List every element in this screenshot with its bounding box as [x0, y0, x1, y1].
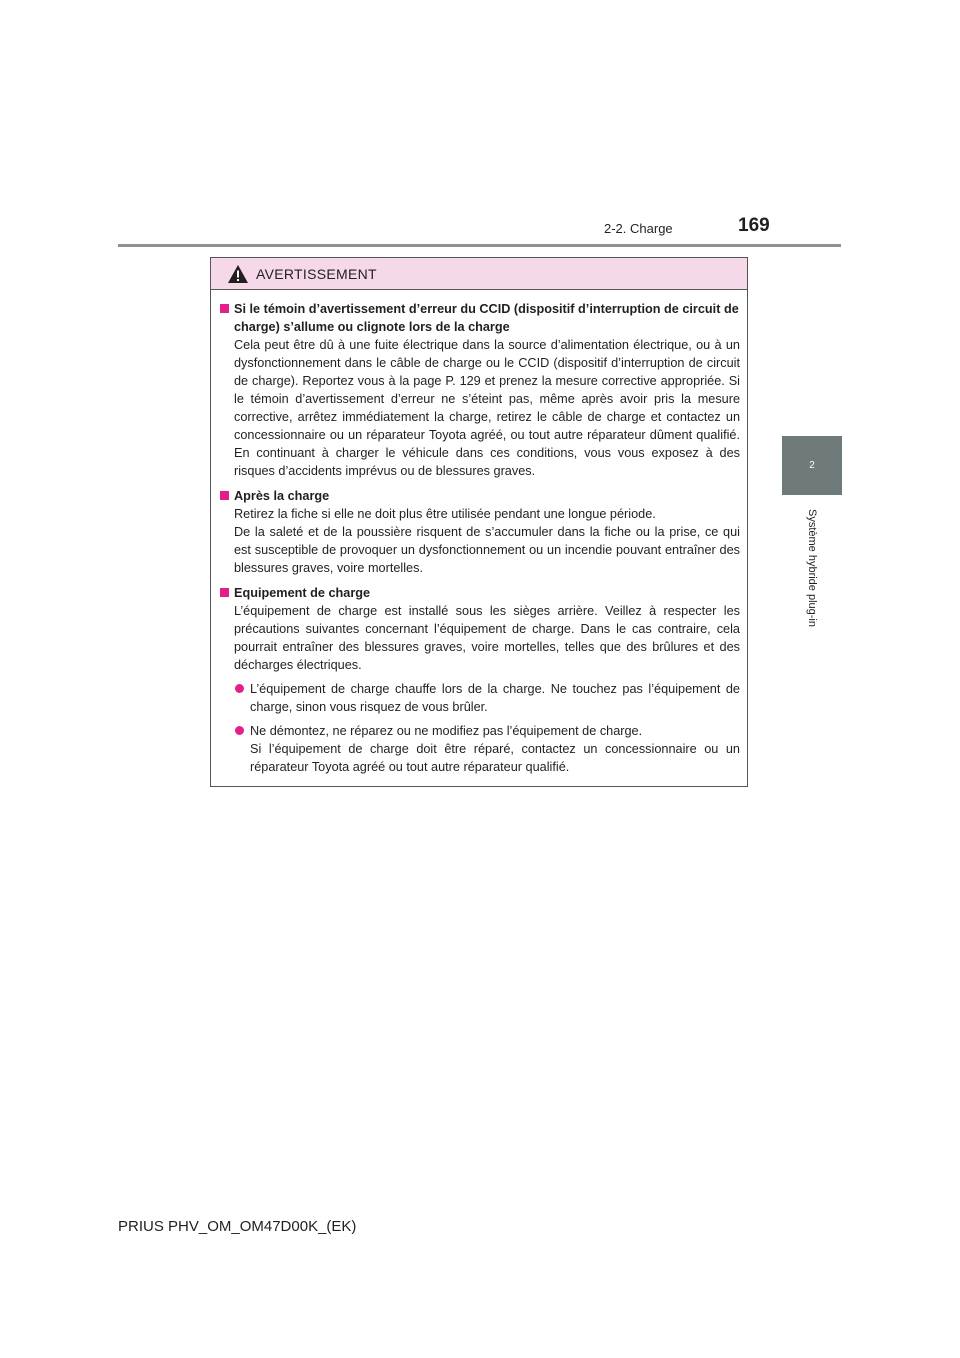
warning-body — [211, 290, 747, 776]
round-bullet-icon — [235, 684, 244, 693]
warning-box — [210, 257, 748, 787]
chapter-tab — [782, 436, 842, 495]
paragraph: Retirez la fiche si elle ne doit plus être utilisée pendant une longue période. — [234, 507, 656, 521]
round-bullet-icon — [235, 726, 244, 735]
page-number: 169 — [738, 215, 770, 236]
paragraph: L’équipement de charge chauffe lors de la charge. Ne touchez pas l’équipement de charge, sinon vous risquez de vous brûler. — [250, 682, 740, 714]
chapter-label — [800, 508, 824, 628]
warning-section-ccid — [219, 300, 740, 480]
list-item-text — [250, 680, 740, 716]
section-heading — [219, 584, 740, 602]
list-item-text — [250, 722, 740, 776]
paragraph: Si l’équipement de charge doit être réparé, contactez un concessionnaire ou un réparateur Toyota agréé ou tout autre réparateur qualifié. — [250, 742, 740, 774]
square-bullet-icon — [220, 491, 229, 500]
document-id: PRIUS PHV_OM_OM47D00K_(EK) — [118, 1218, 357, 1235]
section-text — [219, 602, 740, 674]
paragraph: Ne démontez, ne réparez ou ne modifiez pas l’équipement de charge. — [250, 724, 643, 738]
section-title: 2-2. Charge — [604, 221, 673, 236]
warning-section-equipment — [219, 584, 740, 776]
square-bullet-icon — [220, 304, 229, 313]
list-item — [219, 680, 740, 716]
list-item — [219, 722, 740, 776]
paragraph: De la saleté et de la poussière risquent de s’accumuler dans la fiche ou la prise, ce qui est susceptible de provoquer un dysfonctionnement ou un incendie pouvant entraîner des blessures graves, voire mortelles. — [234, 525, 740, 575]
chapter-label-text: Système hybride plug-in — [806, 508, 818, 628]
warning-triangle-icon — [227, 264, 249, 284]
section-text — [219, 336, 740, 480]
section-heading — [219, 300, 740, 336]
warning-title: AVERTISSEMENT — [256, 265, 377, 282]
section-heading-text: Equipement de charge — [234, 586, 371, 600]
warning-section-after-charge — [219, 487, 740, 577]
header-divider — [118, 244, 841, 247]
square-bullet-icon — [220, 588, 229, 597]
chapter-number: 2 — [809, 460, 815, 471]
paragraph: L’équipement de charge est installé sous les sièges arrière. Veillez à respecter les précautions suivantes concernant l’équipement de charge. Dans le cas contraire, cela pourrait entraîner des blessures graves, voire mortelles, telles que des brûlures et des décharges électriques. — [234, 604, 740, 672]
paragraph: Cela peut être dû à une fuite électrique dans la source d’alimentation électrique, ou à un dysfonctionnement dans le câble de charge ou le CCID (dispositif d’interruption de circuit de charge). Reportez vous à la page P. 129 et prenez la mesure corrective appropriée. Si le témoin d’avertissement d’erreur ne s’éteint pas, même après avoir pris la mesure corrective, arrêtez immédiatement la charge, retirez le câble de charge et contactez un concessionnaire ou un réparateur Toyota agréé, ou tout autre réparateur dûment qualifié. En continuant à charger le véhicule dans ces conditions, vous vous exposez à des risques d’accidents imprévus ou de blessures graves. — [234, 338, 740, 478]
section-heading — [219, 487, 740, 505]
section-text — [219, 505, 740, 577]
section-heading-text: Si le témoin d’avertissement d’erreur du CCID (dispositif d’interruption de circuit de charge) s’allume ou clignote lors de la charge — [234, 302, 739, 334]
section-heading-text: Après la charge — [234, 489, 330, 503]
warning-header — [211, 258, 747, 290]
